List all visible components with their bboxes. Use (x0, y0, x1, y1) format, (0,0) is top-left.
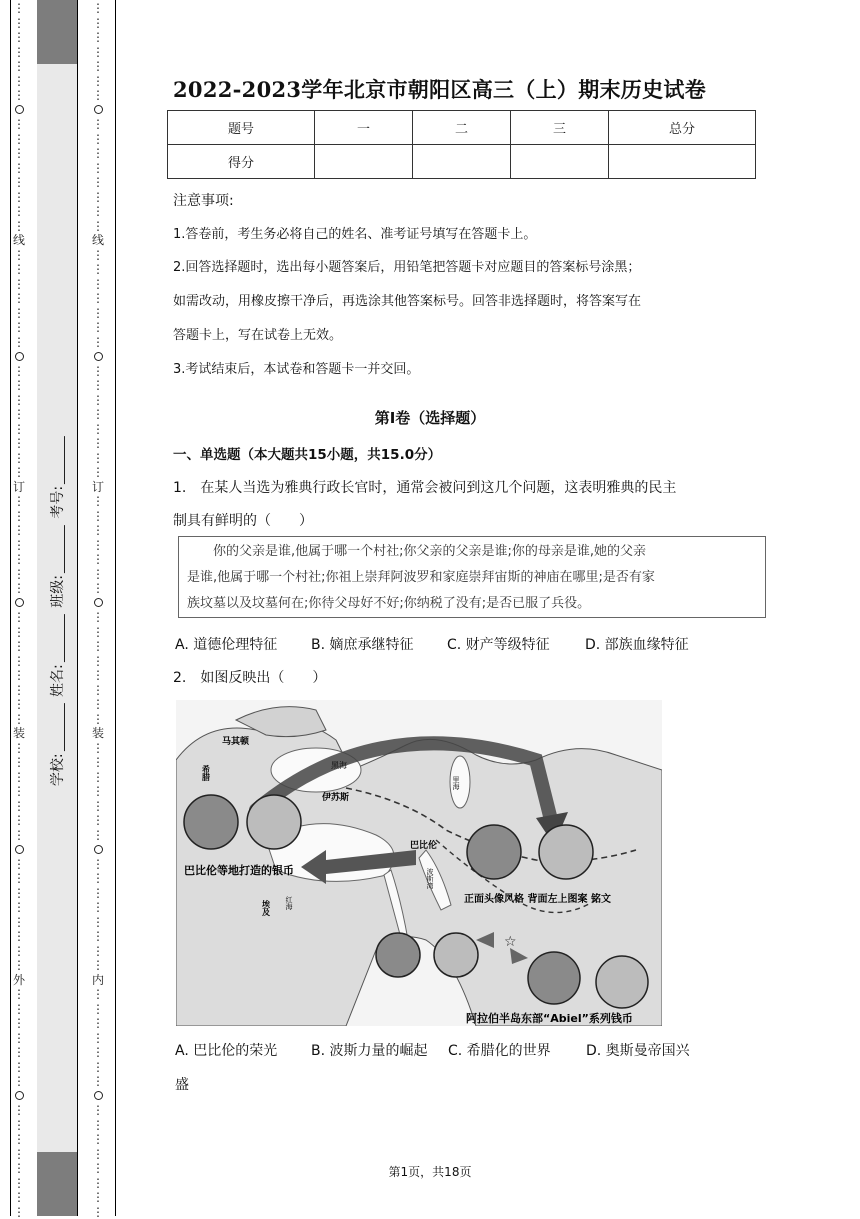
seal-strip-cell: ⋮ (8, 523, 30, 538)
seal-strip-cell (87, 973, 109, 988)
seal-strip-cell: ⋮ (8, 320, 30, 335)
seal-strip-cell: ⋮ (87, 1031, 109, 1046)
seal-strip-cell (87, 842, 109, 857)
q1-stem-line2: 制具有鲜明的（ ） (173, 510, 313, 530)
map-label-egypt: 埃及 (261, 899, 271, 917)
seal-strip-cell: ⋮ (87, 161, 109, 176)
seal-strip-cell: ⋮ (87, 451, 109, 466)
map-label-persian-gulf: 波斯湾 (426, 867, 434, 890)
seal-strip-cell: ⋮ (8, 1132, 30, 1147)
seal-strip-cell: ⋮ (87, 407, 109, 422)
seal-strip-cell: ⋮ (87, 871, 109, 886)
seal-strip-cell: ⋮ (8, 741, 30, 756)
seal-strip-cell: ⋮ (8, 494, 30, 509)
seal-strip-cell: ⋮ (8, 146, 30, 161)
seal-strip-cell: ⋮ (8, 654, 30, 669)
seal-strip-cell: ⋮ (8, 538, 30, 553)
section-title: 第Ⅰ卷（选择题） (0, 407, 860, 428)
note-line: 1.答卷前，考生务必将自己的姓名、准考证号填写在答题卡上。 (173, 223, 536, 242)
seal-strip-cell (87, 233, 109, 248)
seal-strip-cell: ⋮ (8, 306, 30, 321)
seal-strip-cell: ⋮ (87, 944, 109, 959)
seal-strip-cell: ⋮ (8, 1060, 30, 1075)
seal-strip-cell: ⋮ (87, 277, 109, 292)
seal-strip-cell: ⋮ (8, 944, 30, 959)
seal-strip-cell (8, 1089, 30, 1104)
seal-strip-cell: ⋮ (87, 59, 109, 74)
seal-strip-cell (8, 233, 30, 248)
map-label-babylon: 巴比伦 (410, 839, 437, 851)
seal-strip-cell (8, 480, 30, 495)
seal-strip-cell (87, 480, 109, 495)
seal-strip-cell: ⋮ (8, 74, 30, 89)
q1-quote-line: 族坟墓以及坟墓何在;你待父母好不好;你纳税了没有;是否已服了兵役。 (187, 591, 757, 617)
seal-strip-cell: ⋮ (87, 1016, 109, 1031)
seal-circle-icon (94, 352, 103, 361)
seal-strip-cell: ⋮ (8, 393, 30, 408)
seal-strip-cell: ⋮ (87, 929, 109, 944)
seal-strip-cell: ⋮ (8, 1002, 30, 1017)
seal-strip-cell: ⋮ (87, 74, 109, 89)
score-cell (413, 145, 511, 179)
seal-strip-cell: ⋮ (8, 958, 30, 973)
seal-strip-cell: ⋮ (87, 190, 109, 205)
seal-strip-cell: ⋮ (87, 1161, 109, 1176)
seal-strip-cell: ⋮ (8, 1074, 30, 1089)
seal-strip-cell: ⋮ (87, 248, 109, 263)
q2-option-d[interactable]: D. 奥斯曼帝国兴 (586, 1040, 690, 1060)
seal-strip-cell: ⋮ (87, 132, 109, 147)
seal-strip-cell: ⋮ (8, 204, 30, 219)
page-footer: 第1页，共18页 (0, 1163, 860, 1180)
seal-strip-cell: ⋮ (87, 639, 109, 654)
seal-strip-cell: ⋮ (8, 799, 30, 814)
seal-strip-cell: ⋮ (8, 117, 30, 132)
outer-seal-strip (8, 0, 30, 1216)
seal-strip-cell: ⋮ (8, 1103, 30, 1118)
seal-strip-cell: ⋮ (87, 581, 109, 596)
seal-strip-cell: ⋮ (8, 291, 30, 306)
seal-strip-cell: ⋮ (8, 784, 30, 799)
inner-seal-strip (87, 0, 109, 1216)
q1-quote-line: 你的父亲是谁,他属于哪一个村社;你父亲的父亲是谁;你的母亲是谁,她的父亲 (187, 539, 757, 565)
seal-strip-cell: ⋮ (8, 407, 30, 422)
seal-strip-cell: ⋮ (8, 1031, 30, 1046)
seal-strip-cell: ⋮ (87, 291, 109, 306)
seal-strip-cell: ⋮ (87, 1118, 109, 1133)
seal-strip-cell: ⋮ (87, 45, 109, 60)
seal-strip-cell: ⋮ (87, 567, 109, 582)
score-header-cell: 三 (511, 111, 609, 145)
q1-stem-line1: 1. 在某人当选为雅典行政长官时，通常会被问到这几个问题，这表明雅典的民主 (173, 477, 676, 497)
seal-strip-cell: ⋮ (8, 335, 30, 350)
seal-strip-cell: ⋮ (8, 813, 30, 828)
seal-strip-cell: ⋮ (87, 654, 109, 669)
seal-strip-cell: ⋮ (87, 88, 109, 103)
q1-quote-line: 是谁,他属于哪一个村社;你祖上崇拜阿波罗和家庭崇拜宙斯的神庙在哪里;是否有家 (187, 565, 757, 591)
seal-circle-icon (15, 105, 24, 114)
q1-option-d[interactable]: D. 部族血缘特征 (585, 634, 689, 654)
school-field-input[interactable] (52, 703, 65, 751)
seal-strip-cell: ⋮ (87, 1205, 109, 1219)
seal-strip-cell: ⋮ (87, 799, 109, 814)
seal-strip-cell: ⋮ (87, 436, 109, 451)
seal-strip-cell: ⋮ (87, 552, 109, 567)
seal-strip-cell: ⋮ (87, 683, 109, 698)
seal-strip-cell: ⋮ (87, 1002, 109, 1017)
seal-strip-cell: ⋮ (8, 88, 30, 103)
note-line: 如需改动，用橡皮擦干净后，再选涂其他答案标号。回答非选择题时，将答案写在 (173, 290, 641, 309)
q1-option-c[interactable]: C. 财产等级特征 (447, 634, 585, 654)
seal-strip-cell: ⋮ (87, 1176, 109, 1191)
name-field-label: 姓名: (50, 664, 66, 697)
seal-strip-cell: ⋮ (8, 1118, 30, 1133)
seal-strip-cell: ⋮ (8, 219, 30, 234)
exam-number-label: 考号: (50, 486, 66, 519)
seal-strip-cell: ⋮ (87, 1103, 109, 1118)
seal-strip-cell: ⋮ (87, 117, 109, 132)
seal-strip-cell: ⋮ (87, 204, 109, 219)
seal-mark-text: 内 (92, 974, 104, 986)
name-field-input[interactable] (52, 614, 65, 662)
seal-strip-cell: ⋮ (87, 1147, 109, 1162)
q2-option-a[interactable]: A. 巴比伦的荣光 (175, 1040, 311, 1060)
seal-strip-cell: ⋮ (8, 175, 30, 190)
score-cell (609, 145, 756, 179)
map-label-macedonia: 马其顿 (222, 735, 250, 747)
seal-strip-cell: ⋮ (8, 422, 30, 437)
map-caption-bottom: 阿拉伯半岛东部“Abiel”系列钱币 (466, 1011, 633, 1025)
seal-strip-cell: ⋮ (8, 30, 30, 45)
map-label-red-sea: 红海 (285, 895, 293, 910)
note-line: 2.回答选择题时，选出每小题答案后，用铅笔把答题卡对应题目的答案标号涂黑； (173, 256, 640, 275)
seal-strip-cell: ⋮ (8, 900, 30, 915)
map-label-greece: 希腊 (202, 764, 211, 782)
seal-circle-icon (15, 352, 24, 361)
seal-strip-cell: ⋮ (8, 886, 30, 901)
seal-strip-cell: ⋮ (87, 755, 109, 770)
seal-mark-text: 订 (13, 481, 25, 493)
seal-strip-cell: ⋮ (87, 828, 109, 843)
binding-line-inner (77, 0, 78, 1216)
seal-strip-cell: ⋮ (8, 378, 30, 393)
binding-dark-bottom (37, 1152, 77, 1216)
seal-strip-cell: ⋮ (8, 857, 30, 872)
seal-strip-cell (8, 349, 30, 364)
seal-strip-cell (8, 103, 30, 118)
class-field-input[interactable] (52, 525, 65, 573)
seal-strip-cell: ⋮ (87, 146, 109, 161)
seal-strip-cell: ⋮ (8, 364, 30, 379)
seal-strip-cell: ⋮ (8, 770, 30, 785)
seal-strip-cell: ⋮ (87, 1060, 109, 1075)
seal-strip-cell: ⋮ (87, 378, 109, 393)
seal-strip-cell: ⋮ (8, 915, 30, 930)
seal-strip-cell: ⋮ (8, 668, 30, 683)
seal-strip-cell: ⋮ (87, 712, 109, 727)
binding-dark-top (37, 0, 77, 64)
class-field-label: 班级: (50, 575, 66, 608)
seal-strip-cell (87, 1089, 109, 1104)
q2-stem: 2. 如图反映出（ ） (173, 667, 326, 687)
q1-option-b[interactable]: B. 嫡庶承继特征 (311, 634, 447, 654)
seal-strip-cell (87, 726, 109, 741)
q2-option-c[interactable]: C. 希腊化的世界 (448, 1040, 586, 1060)
binding-line-right (115, 0, 116, 1216)
seal-strip-cell (87, 349, 109, 364)
q2-option-b[interactable]: B. 波斯力量的崛起 (311, 1040, 448, 1060)
score-cell (511, 145, 609, 179)
seal-strip-cell: ⋮ (8, 451, 30, 466)
seal-strip-cell: ⋮ (87, 175, 109, 190)
score-header-cell: 一 (315, 111, 413, 145)
seal-strip-cell: ⋮ (8, 1176, 30, 1191)
seal-strip-cell: ⋮ (8, 132, 30, 147)
seal-strip-cell: ⋮ (8, 1, 30, 16)
score-header-row (168, 111, 756, 145)
seal-mark-text: 线 (92, 234, 104, 246)
note-line: 答题卡上，写在试卷上无效。 (173, 324, 342, 343)
seal-strip-cell: ⋮ (87, 509, 109, 524)
seal-strip-cell: ⋮ (87, 335, 109, 350)
svg-text:☆: ☆ (504, 934, 517, 950)
seal-strip-cell: ⋮ (8, 871, 30, 886)
score-header-cell: 题号 (168, 111, 315, 145)
seal-strip-cell: ⋮ (8, 712, 30, 727)
seal-strip-cell: ⋮ (87, 393, 109, 408)
score-row-label: 得分 (168, 145, 315, 179)
student-info-fields (45, 400, 69, 820)
seal-circle-icon (94, 1091, 103, 1100)
seal-mark-text: 装 (92, 727, 104, 739)
seal-strip-cell: ⋮ (8, 552, 30, 567)
seal-strip-cell: ⋮ (8, 1045, 30, 1060)
seal-strip-cell (8, 973, 30, 988)
seal-strip-cell: ⋮ (87, 625, 109, 640)
seal-strip-cell: ⋮ (87, 900, 109, 915)
seal-strip-cell: ⋮ (8, 755, 30, 770)
seal-strip-cell: ⋮ (87, 538, 109, 553)
seal-strip-cell (8, 726, 30, 741)
seal-strip-cell: ⋮ (8, 828, 30, 843)
seal-strip-cell: ⋮ (8, 248, 30, 263)
seal-strip-cell: ⋮ (8, 262, 30, 277)
seal-strip-cell: ⋮ (8, 697, 30, 712)
seal-strip-cell: ⋮ (87, 886, 109, 901)
q2-options (175, 1040, 690, 1060)
seal-circle-icon (15, 598, 24, 607)
seal-strip-cell: ⋮ (8, 436, 30, 451)
seal-mark-text: 外 (13, 974, 25, 986)
seal-circle-icon (94, 845, 103, 854)
seal-strip-cell: ⋮ (8, 16, 30, 31)
hellenistic-map-figure (176, 700, 662, 1026)
seal-circle-icon (15, 845, 24, 854)
seal-strip-cell: ⋮ (87, 1, 109, 16)
seal-strip-cell: ⋮ (8, 190, 30, 205)
seal-strip-cell: ⋮ (87, 857, 109, 872)
seal-strip-cell: ⋮ (87, 668, 109, 683)
seal-strip-cell: ⋮ (87, 1045, 109, 1060)
seal-strip-cell: ⋮ (87, 770, 109, 785)
score-value-row (168, 145, 756, 179)
seal-strip-cell: ⋮ (87, 1074, 109, 1089)
q1-quote-box (178, 536, 766, 618)
exam-title: 2022-2023学年北京市朝阳区高三（上）期末历史试卷 (173, 74, 706, 104)
map-label-black-sea: 黑海 (331, 760, 347, 770)
seal-strip-cell: ⋮ (87, 219, 109, 234)
seal-strip-cell: ⋮ (8, 581, 30, 596)
seal-strip-cell: ⋮ (87, 422, 109, 437)
seal-strip-cell: ⋮ (87, 610, 109, 625)
seal-strip-cell: ⋮ (87, 697, 109, 712)
seal-strip-cell (8, 842, 30, 857)
seal-strip-cell: ⋮ (87, 320, 109, 335)
seal-strip-cell: ⋮ (87, 1132, 109, 1147)
seal-strip-cell (8, 596, 30, 611)
seal-strip-cell: ⋮ (8, 987, 30, 1002)
seal-strip-cell: ⋮ (87, 306, 109, 321)
seal-strip-cell: ⋮ (8, 1147, 30, 1162)
seal-strip-cell (87, 596, 109, 611)
seal-strip-cell: ⋮ (87, 958, 109, 973)
seal-strip-cell: ⋮ (8, 45, 30, 60)
part-heading: 一、单选题（本大题共15小题，共15.0分） (173, 443, 441, 463)
seal-mark-text: 装 (13, 727, 25, 739)
seal-mark-text: 线 (13, 234, 25, 246)
score-header-cell: 总分 (609, 111, 756, 145)
seal-strip-cell: ⋮ (8, 683, 30, 698)
seal-circle-icon (15, 1091, 24, 1100)
seal-strip-cell: ⋮ (8, 567, 30, 582)
seal-strip-cell: ⋮ (8, 509, 30, 524)
map-label-caspian: 里海 (452, 776, 460, 790)
seal-strip-cell: ⋮ (8, 277, 30, 292)
seal-strip-cell (87, 103, 109, 118)
seal-strip-cell: ⋮ (87, 1190, 109, 1205)
school-field-label: 学校: (50, 753, 66, 786)
score-header-cell: 二 (413, 111, 511, 145)
seal-strip-cell: ⋮ (8, 1161, 30, 1176)
seal-strip-cell: ⋮ (87, 465, 109, 480)
seal-strip-cell: ⋮ (87, 987, 109, 1002)
map-caption-left: 巴比伦等地打造的银币 (184, 863, 294, 877)
seal-circle-icon (94, 105, 103, 114)
seal-strip-cell: ⋮ (87, 262, 109, 277)
seal-strip-cell: ⋮ (87, 813, 109, 828)
map-label-issus: 伊苏斯 (321, 791, 349, 803)
score-table (167, 110, 756, 179)
seal-strip-cell: ⋮ (87, 523, 109, 538)
note-line: 3.考试结束后，本试卷和答题卡一并交回。 (173, 358, 419, 377)
seal-strip-cell: ⋮ (8, 465, 30, 480)
exam-number-input[interactable] (52, 436, 65, 484)
seal-strip-cell: ⋮ (8, 1190, 30, 1205)
map-caption-mid: 正面头像风格 背面左上图案 铭文 (464, 892, 611, 905)
seal-strip-cell: ⋮ (8, 625, 30, 640)
seal-strip-cell: ⋮ (8, 59, 30, 74)
seal-strip-cell: ⋮ (87, 16, 109, 31)
q2-option-wrap (175, 1074, 189, 1094)
seal-strip-cell: ⋮ (87, 494, 109, 509)
seal-mark-text: 订 (92, 481, 104, 493)
seal-strip-cell: ⋮ (8, 639, 30, 654)
seal-strip-cell: ⋮ (8, 161, 30, 176)
seal-strip-cell: ⋮ (87, 30, 109, 45)
notes-heading: 注意事项: (173, 190, 234, 210)
seal-strip-cell: ⋮ (8, 1016, 30, 1031)
score-cell (315, 145, 413, 179)
seal-strip-cell: ⋮ (8, 929, 30, 944)
seal-strip-cell: ⋮ (87, 741, 109, 756)
seal-strip-cell: ⋮ (87, 784, 109, 799)
seal-strip-cell: ⋮ (8, 610, 30, 625)
seal-strip-cell: ⋮ (87, 364, 109, 379)
seal-strip-cell: ⋮ (8, 1205, 30, 1219)
q1-options (175, 634, 689, 654)
seal-circle-icon (94, 598, 103, 607)
seal-strip-cell: ⋮ (87, 915, 109, 930)
q1-option-a[interactable]: A. 道德伦理特征 (175, 634, 311, 654)
q2-option-d-wrap: 盛 (175, 1074, 189, 1094)
